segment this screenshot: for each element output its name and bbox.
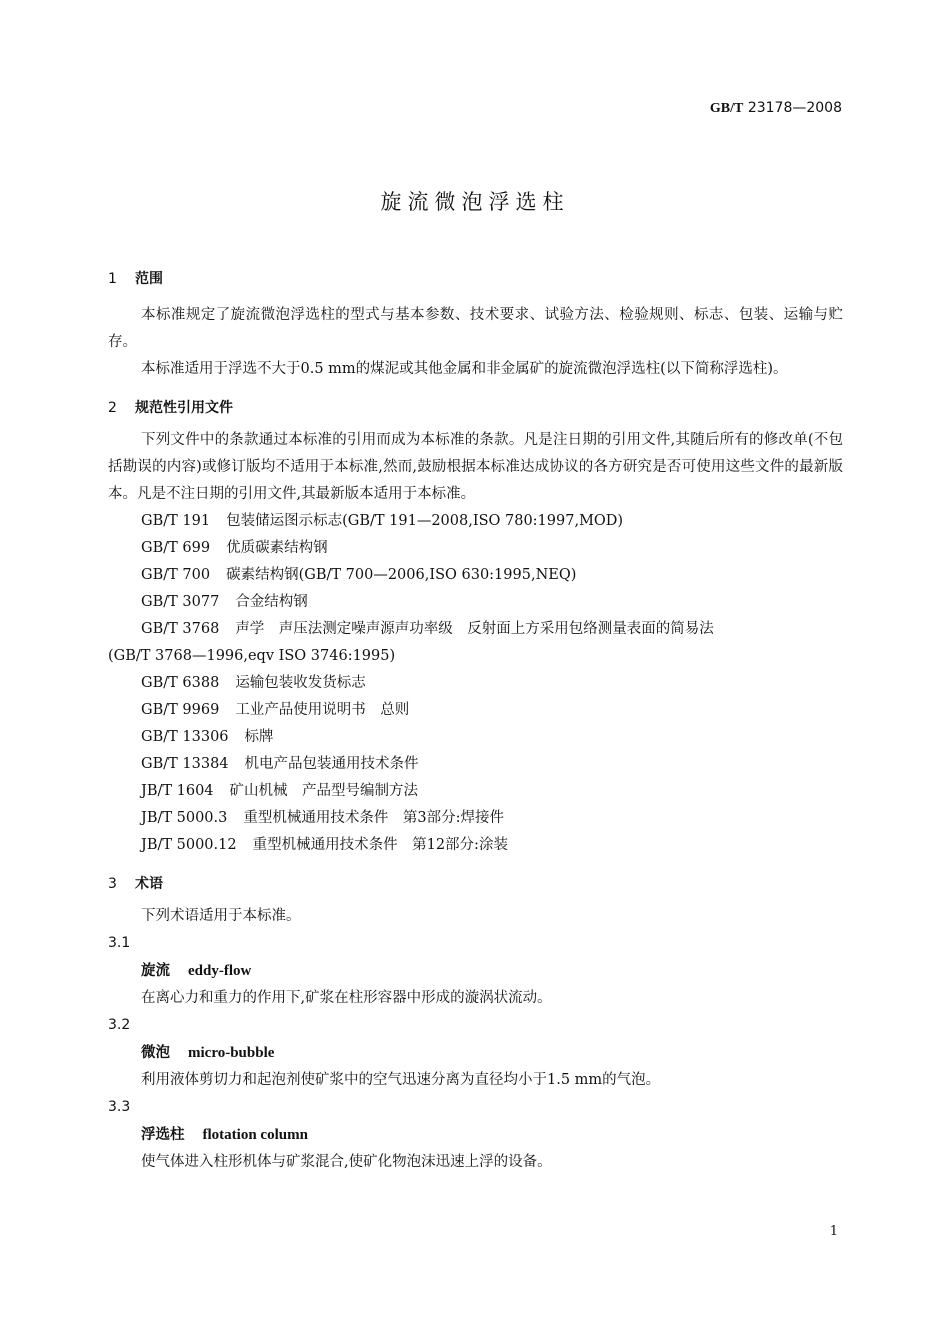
reference-item (108, 535, 843, 562)
term-definition: 在离心力和重力的作用下,矿浆在柱形容器中形成的漩涡状流动。 (141, 990, 552, 1006)
term-english: flotation column (202, 1127, 308, 1143)
reference-title: 合金结构钢 (235, 594, 308, 610)
standard-code (710, 100, 842, 117)
reference-continuation: (GB/T 3768—1996,eqv ISO 3746:1995) (108, 648, 396, 664)
paragraph: 下列术语适用于本标准。 (141, 908, 301, 924)
standard-prefix: GB/T (709, 101, 744, 116)
term-entry (108, 957, 843, 985)
reference-item (108, 697, 843, 724)
standard-number: 23178—2008 (747, 100, 842, 116)
section-title: 术语 (135, 876, 163, 892)
reference-code: JB/T 1604 (141, 783, 214, 799)
term-chinese: 旋流 (141, 962, 170, 979)
section-number: 2 (108, 400, 117, 416)
section-title: 规范性引用文件 (135, 400, 233, 416)
reference-item (108, 562, 843, 589)
section-heading (108, 873, 843, 893)
section-heading (108, 397, 843, 417)
reference-title: 声学 声压法测定噪声源声功率级 反射面上方采用包络测量表面的简易法 (235, 621, 714, 637)
document-title: 旋流微泡浮选柱 (380, 190, 570, 214)
reference-item (108, 508, 843, 535)
reference-title: 标牌 (244, 729, 274, 745)
term-english: micro-bubble (188, 1045, 275, 1061)
reference-code: GB/T 3768 (141, 621, 220, 637)
reference-title: 优质碳素结构钢 (226, 540, 328, 556)
reference-item (108, 751, 843, 778)
reference-item (108, 724, 843, 751)
paragraph: 下列文件中的条款通过本标准的引用而成为本标准的条款。凡是注日期的引用文件,其随后所有的修改单(不包括勘误的内容)或修订版均不适用于本标准,然而,鼓励根据本标准达成协议的各方研究是否可使用这些文件的最新版本。凡是不注日期的引用文件,其最新版本适用于本标准。 (108, 432, 843, 502)
reference-title: 矿山机械 产品型号编制方法 (229, 783, 419, 799)
term-number: 3.3 (108, 1099, 131, 1115)
section-number: 3 (108, 876, 117, 892)
term-english: eddy-flow (188, 963, 252, 979)
reference-title: 包装储运图示标志(GB/T 191—2008,ISO 780:1997,MOD) (226, 513, 624, 529)
term-number: 3.2 (108, 1017, 131, 1033)
reference-title: 运输包装收发货标志 (235, 675, 366, 691)
document-body (108, 268, 843, 1176)
paragraph: 本标准规定了旋流微泡浮选柱的型式与基本参数、技术要求、试验方法、检验规则、标志、包装、运输与贮存。 (108, 307, 843, 350)
reference-item (108, 832, 843, 859)
section-heading (108, 268, 843, 288)
reference-title: 机电产品包装通用技术条件 (244, 756, 419, 772)
reference-code: JB/T 5000.12 (141, 837, 237, 853)
reference-code: GB/T 13384 (141, 756, 229, 772)
term-entry (108, 1121, 843, 1149)
reference-title: 重型机械通用技术条件 第12部分:涂装 (252, 837, 508, 853)
reference-code: GB/T 3077 (141, 594, 220, 610)
page-number: 1 (829, 1224, 838, 1239)
section-title: 范围 (135, 271, 163, 287)
term-definition: 利用液体剪切力和起泡剂使矿浆中的空气迅速分离为直径均小于1.5 mm的气泡。 (141, 1072, 661, 1088)
term-number: 3.1 (108, 935, 131, 951)
reference-item (108, 805, 843, 832)
reference-item (108, 778, 843, 805)
reference-code: GB/T 700 (141, 567, 211, 583)
term-entry (108, 1039, 843, 1067)
reference-item (108, 616, 843, 643)
reference-title: 重型机械通用技术条件 第3部分:焊接件 (243, 810, 504, 826)
reference-code: GB/T 191 (141, 513, 211, 529)
reference-code: GB/T 9969 (141, 702, 220, 718)
reference-title: 工业产品使用说明书 总则 (235, 702, 410, 718)
paragraph: 本标准适用于浮选不大于0.5 mm的煤泥或其他金属和非金属矿的旋流微泡浮选柱(以下简称浮选柱)。 (141, 361, 788, 377)
reference-title: 碳素结构钢(GB/T 700—2006,ISO 630:1995,NEQ) (226, 567, 577, 583)
reference-code: GB/T 13306 (141, 729, 229, 745)
reference-item (108, 589, 843, 616)
term-chinese: 浮选柱 (141, 1126, 185, 1143)
reference-code: GB/T 699 (141, 540, 211, 556)
reference-code: JB/T 5000.3 (141, 810, 228, 826)
section-number: 1 (108, 271, 117, 287)
term-definition: 使气体进入柱形机体与矿浆混合,使矿化物泡沫迅速上浮的设备。 (141, 1154, 552, 1170)
reference-code: GB/T 6388 (141, 675, 220, 691)
reference-item (108, 670, 843, 697)
term-chinese: 微泡 (141, 1044, 170, 1061)
